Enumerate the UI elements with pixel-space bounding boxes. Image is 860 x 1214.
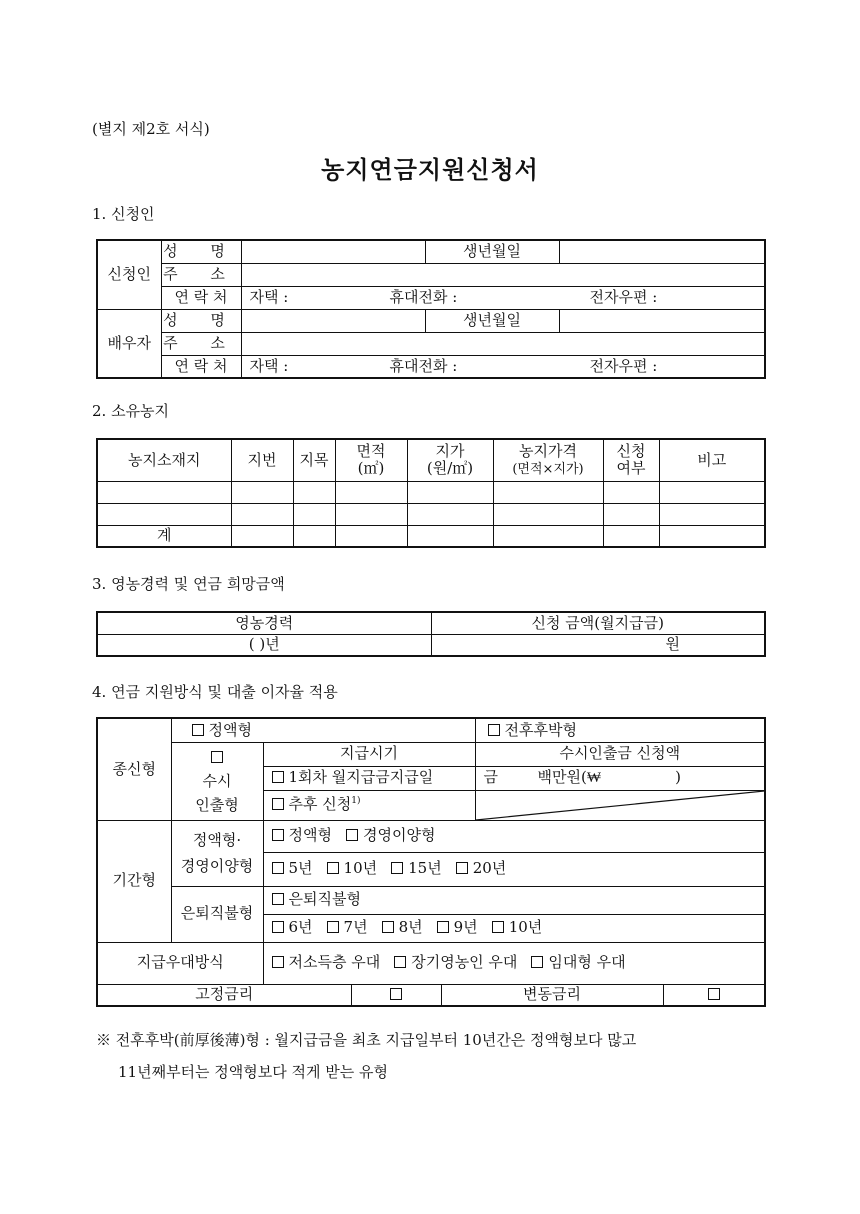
- spouse-name-label: 성 명: [161, 309, 241, 332]
- amount-field[interactable]: 원: [431, 634, 765, 656]
- front-loaded-option[interactable]: 전후후박형: [475, 718, 765, 742]
- home-phone-label: 자택 :: [249, 287, 289, 306]
- section-2-heading: 2. 소유농지: [92, 402, 170, 420]
- retire-years-options[interactable]: 6년 7년 8년 9년 10년: [263, 914, 765, 942]
- variable-rate-label: 변동금리: [441, 984, 663, 1006]
- spouse-address-field[interactable]: [241, 332, 765, 355]
- checkbox[interactable]: [272, 798, 284, 810]
- term-years-options[interactable]: 5년 10년 15년 20년: [263, 852, 765, 886]
- applicant-contact-label: 연 락 처: [161, 286, 241, 309]
- payment-timing-label: 지급시기: [263, 742, 475, 766]
- header-lot-number: 지번: [231, 439, 293, 481]
- home-phone-label: 자택 :: [249, 356, 289, 375]
- career-table: [96, 611, 766, 657]
- lump-amount-field[interactable]: 금 백만원(₩ ): [475, 766, 765, 790]
- section-1-heading: 1. 신청인: [92, 205, 155, 223]
- retire-type-label: 은퇴직불형: [171, 886, 263, 942]
- footnote-line-1: ※ 전후후박(前厚後薄)형 : 월지급금을 최초 지급일부터 10년간은 정액형보다 많고: [96, 1031, 637, 1049]
- lifetime-type-label: 종신형: [97, 718, 171, 820]
- footnote: [96, 1024, 776, 1088]
- variable-rate-checkbox[interactable]: [663, 984, 765, 1006]
- spouse-contact-label: 연 락 처: [161, 355, 241, 378]
- term-sub-label: 정액형· 경영이양형: [171, 820, 263, 886]
- first-payment-option[interactable]: 1회차 월지급금지급일: [263, 766, 475, 790]
- applicant-label: 신청인: [97, 240, 161, 309]
- spouse-contact-field[interactable]: [241, 355, 765, 378]
- footnote-line-2: 11년째부터는 정액형보다 적게 받는 유형: [118, 1063, 389, 1081]
- applicant-birth-field[interactable]: [559, 240, 765, 263]
- spouse-birth-field[interactable]: [559, 309, 765, 332]
- fixed-rate-label: 고정금리: [97, 984, 351, 1006]
- pension-method-table: [96, 717, 766, 1007]
- section-4-heading: 4. 연금 지원방식 및 대출 이자율 적용: [92, 683, 338, 701]
- applicant-name-field[interactable]: [241, 240, 425, 263]
- form-number-label: (별지 제2호 서식): [92, 120, 210, 138]
- checkbox[interactable]: [488, 724, 500, 736]
- applicant-table: [96, 239, 766, 379]
- later-request-option[interactable]: 추후 신청$^{1)}$: [263, 790, 475, 820]
- checkbox[interactable]: [192, 724, 204, 736]
- farmland-table: [96, 438, 766, 548]
- fixed-rate-checkbox[interactable]: [351, 984, 441, 1006]
- header-location: 농지소재지: [97, 439, 231, 481]
- spouse-name-field[interactable]: [241, 309, 425, 332]
- fixed-amount-option[interactable]: 정액형: [171, 718, 475, 742]
- header-land-price: 지가 (원/㎡): [407, 439, 493, 481]
- term-type-label: 기간형: [97, 820, 171, 942]
- diagonal-cell: [475, 790, 765, 820]
- applicant-address-field[interactable]: [241, 263, 765, 286]
- checkbox[interactable]: [272, 771, 284, 783]
- checkbox[interactable]: [346, 829, 358, 841]
- retire-option[interactable]: 은퇴직불형: [263, 886, 765, 914]
- amount-label: 신청 금액(월지급금): [431, 612, 765, 634]
- checkbox[interactable]: [211, 751, 223, 763]
- email-label: 전자우편 :: [589, 356, 658, 375]
- preference-options[interactable]: 저소득층 우대 장기영농인 우대 임대형 우대: [263, 942, 765, 984]
- spouse-address-label: 주 소: [161, 332, 241, 355]
- career-label: 영농경력: [97, 612, 431, 634]
- applicant-contact-field[interactable]: [241, 286, 765, 309]
- preference-label: 지급우대방식: [97, 942, 263, 984]
- section-3-heading: 3. 영농경력 및 연금 희망금액: [92, 575, 285, 593]
- page-title: 농지연금지원신청서: [321, 155, 539, 184]
- mobile-label: 휴대전화 :: [389, 356, 458, 375]
- applicant-name-label: 성 명: [161, 240, 241, 263]
- lump-sum-option[interactable]: 수시 인출형: [171, 742, 263, 820]
- applicant-address-label: 주 소: [161, 263, 241, 286]
- lump-request-label: 수시인출금 신청액: [475, 742, 765, 766]
- table-row: [97, 481, 765, 503]
- mobile-label: 휴대전화 :: [389, 287, 458, 306]
- table-row: [97, 503, 765, 525]
- term-fixed-options[interactable]: 정액형 경영이양형: [263, 820, 765, 852]
- checkbox[interactable]: [272, 829, 284, 841]
- total-label: 계: [97, 525, 231, 547]
- checkbox[interactable]: [272, 893, 284, 905]
- applicant-birth-label: 생년월일: [425, 240, 559, 263]
- career-field[interactable]: ( )년: [97, 634, 431, 656]
- email-label: 전자우편 :: [589, 287, 658, 306]
- header-farmland-value: 농지가격 (면적×지가): [493, 439, 603, 481]
- total-row: [97, 525, 765, 547]
- header-area: 면적 (㎡): [335, 439, 407, 481]
- spouse-birth-label: 생년월일: [425, 309, 559, 332]
- header-apply: 신청 여부: [603, 439, 659, 481]
- header-land-category: 지목: [293, 439, 335, 481]
- spouse-label: 배우자: [97, 309, 161, 378]
- header-remarks: 비고: [659, 439, 765, 481]
